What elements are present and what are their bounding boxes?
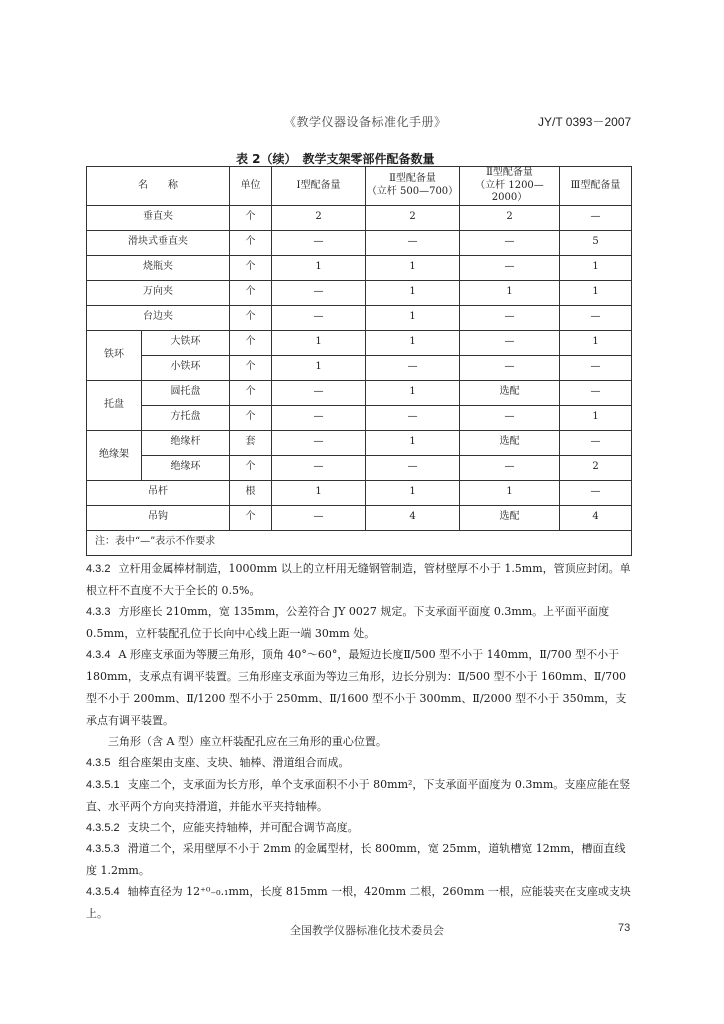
- row-unit: 个: [230, 305, 272, 330]
- row-type4-qty: 1: [560, 330, 632, 355]
- table-row: [87, 505, 632, 530]
- clause-4-3-5-1: [86, 774, 632, 818]
- clause-4-3-4: [86, 644, 632, 732]
- row-type2-qty: 1: [366, 330, 460, 355]
- row-type3-qty: 1: [460, 280, 560, 305]
- clause-text: 立杆用金属棒材制造，1000mm 以上的立杆用无缝钢管制造，管材壁厚不小于 1.5mm，管顶应封闭。单根立杆不直度不大于全长的 0.5%。: [86, 562, 631, 597]
- row-type1-qty: —: [272, 280, 366, 305]
- row-unit: 个: [230, 380, 272, 405]
- row-unit: 个: [230, 205, 272, 230]
- row-type4-qty: 1: [560, 280, 632, 305]
- header-type4: Ⅲ型配备量: [560, 167, 632, 206]
- clause-text: 方形座长 210mm，宽 135mm，公差符合 JY 0027 规定。下支承面平面度 0.3mm。上平面平面度 0.5mm，立杆装配孔位于长向中心线上距一端 30mm 处。: [86, 605, 610, 640]
- row-type2-qty: 1: [366, 480, 460, 505]
- row-type3-qty: —: [460, 305, 560, 330]
- header-type1: Ⅰ型配备量: [272, 167, 366, 206]
- table-note-row: [87, 530, 632, 555]
- row-name: 绝缘杆: [142, 430, 230, 455]
- row-type2-qty: —: [366, 355, 460, 380]
- row-type2-qty: 1: [366, 280, 460, 305]
- row-type2-qty: —: [366, 455, 460, 480]
- row-type1-qty: —: [272, 405, 366, 430]
- row-name: 吊钩: [87, 505, 230, 530]
- clause-4-3-5-2: [86, 817, 632, 839]
- clause-number: 4.3.3: [86, 606, 111, 618]
- row-type4-qty: 1: [560, 405, 632, 430]
- row-type2-qty: —: [366, 230, 460, 255]
- row-name: 小铁环: [142, 355, 230, 380]
- clause-number: 4.3.5.1: [86, 779, 120, 791]
- row-name: 吊杆: [87, 480, 230, 505]
- row-unit: 个: [230, 455, 272, 480]
- row-type3-qty: —: [460, 355, 560, 380]
- row-name: 圆托盘: [142, 380, 230, 405]
- row-type1-qty: 1: [272, 480, 366, 505]
- row-type3-qty: 选配: [460, 430, 560, 455]
- header-unit: 单位: [230, 167, 272, 206]
- clause-text: 三角形（含 A 型）座立杆装配孔应在三角形的重心位置。: [108, 735, 387, 748]
- table-row: [87, 305, 632, 330]
- row-type4-qty: —: [560, 355, 632, 380]
- clause-text: 支座二个，支承面为长方形，单个支承面积不小于 80mm²，下支承面平面度为 0.3mm。支座应能在竖直、水平两个方向夹持滑道，并能水平夹持轴棒。: [86, 778, 631, 813]
- row-group: 绝缘架: [87, 430, 142, 480]
- table-row: [87, 280, 632, 305]
- table-row: [87, 455, 632, 480]
- table-header-row: [87, 167, 632, 206]
- row-name: 台边夹: [87, 305, 230, 330]
- row-type2-qty: 2: [366, 205, 460, 230]
- row-type1-qty: 1: [272, 355, 366, 380]
- row-type1-qty: —: [272, 380, 366, 405]
- clause-text: 轴棒直径为 12⁺⁰₋₀.₁mm，长度 815mm 一根，420mm 二根，260mm 一根，应能装夹在支座或支块上。: [86, 885, 631, 920]
- table-row: [87, 230, 632, 255]
- row-name: 大铁环: [142, 330, 230, 355]
- row-type4-qty: 4: [560, 505, 632, 530]
- row-type1-qty: 2: [272, 205, 366, 230]
- parts-quantity-table: [86, 166, 632, 556]
- row-name: 滑块式垂直夹: [87, 230, 230, 255]
- row-type3-qty: —: [460, 255, 560, 280]
- clause-number: 4.3.5.4: [86, 886, 120, 898]
- table-row: [87, 405, 632, 430]
- row-unit: 个: [230, 255, 272, 280]
- row-unit: 个: [230, 280, 272, 305]
- table-row: [87, 255, 632, 280]
- row-type3-qty: 2: [460, 205, 560, 230]
- row-type4-qty: 2: [560, 455, 632, 480]
- row-type2-qty: 1: [366, 430, 460, 455]
- row-type4-qty: —: [560, 205, 632, 230]
- clause-4-3-5-3: [86, 838, 632, 882]
- row-type1-qty: 1: [272, 330, 366, 355]
- header-type2: [366, 167, 460, 206]
- header-type3: [460, 167, 560, 206]
- row-type4-qty: —: [560, 480, 632, 505]
- row-type1-qty: —: [272, 505, 366, 530]
- row-group: 托盘: [87, 380, 142, 430]
- clause-text: A 形座支承面为等腰三角形，顶角 40°～60°，最短边长度Ⅱ/500 型不小于 140mm，Ⅱ/700 型不小于 180mm，支承点有调平装置。三角形座支承面为等边三角形，边长分别为：Ⅱ/500 型不小于 160mm、Ⅱ/700 型不小于 200mm、Ⅱ/1200 型不小于 250mm、Ⅱ/1600 型不小于 300mm、Ⅱ/2000 型不小于 350mm，支承点有调平装置。: [86, 648, 627, 727]
- row-type1-qty: —: [272, 305, 366, 330]
- row-name: 方托盘: [142, 405, 230, 430]
- clause-4-3-3: [86, 601, 632, 645]
- committee-footer: 全国教学仪器标准化技术委员会: [290, 924, 444, 937]
- row-type2-qty: 4: [366, 505, 460, 530]
- header-type2-label: Ⅱ型配备量: [389, 173, 436, 185]
- clause-text: 滑道二个，采用壁厚不小于 2mm 的金属型材，长 800mm，宽 25mm，道轨槽宽 12mm，槽面直线度 1.2mm。: [86, 842, 626, 877]
- row-unit: 个: [230, 405, 272, 430]
- clause-4-3-5-4: [86, 881, 632, 925]
- clause-number: 4.3.2: [86, 563, 111, 575]
- clause-4-3-4-continued: [86, 731, 632, 753]
- row-type2-qty: 1: [366, 380, 460, 405]
- header-type3-sub: （立杆 1200—2000）: [475, 179, 544, 203]
- row-type4-qty: —: [560, 305, 632, 330]
- row-unit: 个: [230, 230, 272, 255]
- clause-number: 4.3.5.3: [86, 843, 120, 855]
- row-type1-qty: —: [272, 230, 366, 255]
- clause-text: 组合座架由支座、支块、轴棒、滑道组合而成。: [118, 756, 350, 769]
- page-number: 73: [618, 922, 631, 934]
- table-row: [87, 205, 632, 230]
- row-type1-qty: —: [272, 430, 366, 455]
- book-title-header: 《教学仪器设备标准化手册》: [284, 115, 447, 129]
- row-type4-qty: —: [560, 430, 632, 455]
- header-type2-sub: （立杆 500—700）: [366, 185, 459, 197]
- row-unit: 个: [230, 355, 272, 380]
- table-row: [87, 380, 632, 405]
- row-type3-qty: —: [460, 330, 560, 355]
- table-row: [87, 330, 632, 355]
- row-type2-qty: —: [366, 405, 460, 430]
- table-row: [87, 430, 632, 455]
- table-row: [87, 355, 632, 380]
- table-row: [87, 480, 632, 505]
- table-note: 注：表中“—”表示不作要求: [87, 530, 632, 555]
- row-name: 烧瓶夹: [87, 255, 230, 280]
- row-group: 铁环: [87, 330, 142, 380]
- row-unit: 套: [230, 430, 272, 455]
- clause-number: 4.3.4: [86, 649, 111, 661]
- table-title: 表 2（续） 教学支架零部件配备数量: [236, 152, 435, 166]
- row-type3-qty: 1: [460, 480, 560, 505]
- row-type3-qty: 选配: [460, 505, 560, 530]
- clause-number: 4.3.5.2: [86, 822, 120, 834]
- row-unit: 个: [230, 330, 272, 355]
- row-name: 万向夹: [87, 280, 230, 305]
- header-name: 名 称: [87, 167, 230, 206]
- clause-4-3-2: [86, 558, 632, 602]
- row-type3-qty: —: [460, 455, 560, 480]
- clause-4-3-5: [86, 752, 632, 774]
- row-type4-qty: 1: [560, 255, 632, 280]
- row-type1-qty: —: [272, 455, 366, 480]
- header-type3-label: Ⅱ型配备量: [486, 167, 533, 178]
- row-name: 垂直夹: [87, 205, 230, 230]
- row-type3-qty: —: [460, 405, 560, 430]
- row-name: 绝缘环: [142, 455, 230, 480]
- row-type4-qty: —: [560, 380, 632, 405]
- standard-number-header: JY/T 0393－2007: [538, 115, 632, 129]
- row-type4-qty: 5: [560, 230, 632, 255]
- row-unit: 个: [230, 505, 272, 530]
- row-type3-qty: 选配: [460, 380, 560, 405]
- row-type1-qty: 1: [272, 255, 366, 280]
- row-type3-qty: —: [460, 230, 560, 255]
- clause-text: 支块二个，应能夹持轴棒，并可配合调节高度。: [127, 821, 359, 834]
- row-type2-qty: 1: [366, 255, 460, 280]
- row-type2-qty: 1: [366, 305, 460, 330]
- clause-number: 4.3.5: [86, 757, 111, 769]
- row-unit: 根: [230, 480, 272, 505]
